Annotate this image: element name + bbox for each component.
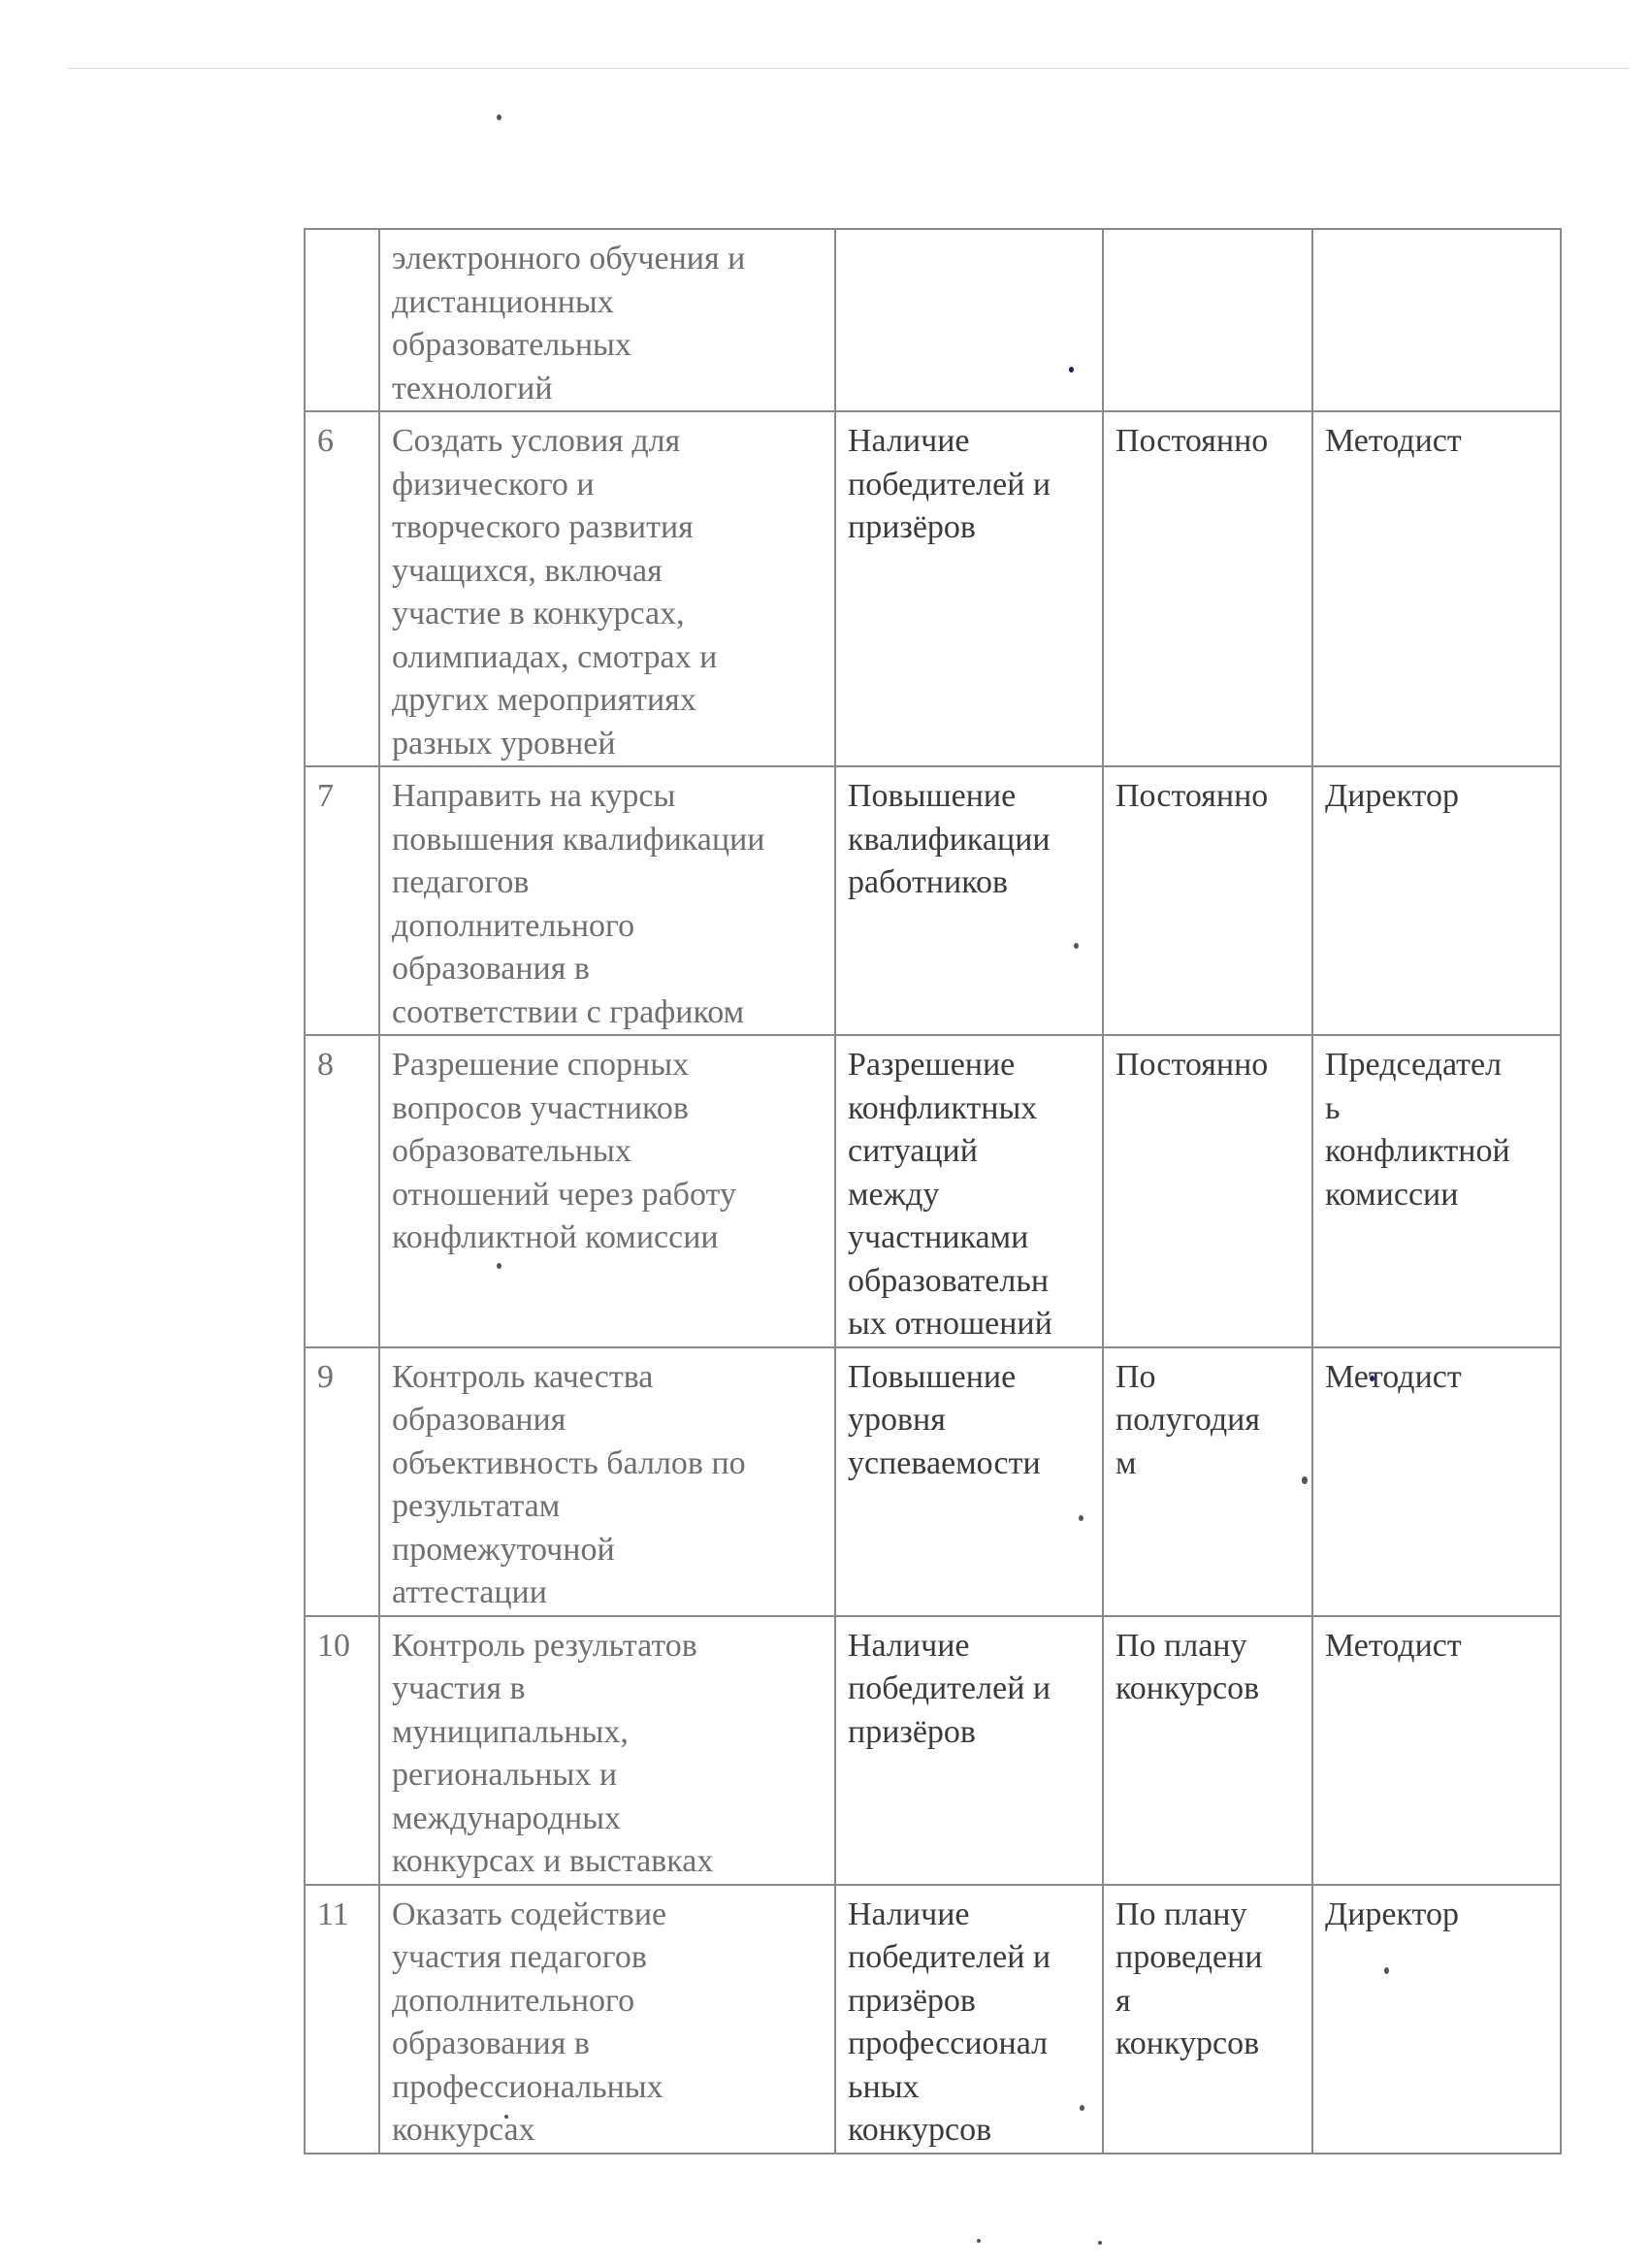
row-number: 7	[305, 766, 379, 1035]
responsible-cell	[1312, 229, 1561, 411]
row-number: 11	[305, 1885, 379, 2154]
table-row	[305, 411, 1561, 766]
row-number: 8	[305, 1035, 379, 1347]
deadline-cell: По полугодия м	[1103, 1347, 1312, 1616]
deadline-cell: По плану проведени я конкурсов	[1103, 1885, 1312, 2154]
responsible-cell: Методист	[1312, 1616, 1561, 1885]
expected-result-cell: Повышение уровня успеваемости	[835, 1347, 1103, 1616]
scan-speck	[977, 2239, 981, 2243]
deadline-cell	[1103, 229, 1312, 411]
measure-cell: Оказать содействие участия педагогов дополнительного образования в профессиональных конкурсах	[379, 1885, 835, 2154]
row-number: 6	[305, 411, 379, 766]
table-row	[305, 1347, 1561, 1616]
responsible-cell: Методист	[1312, 411, 1561, 766]
table-row	[305, 1885, 1561, 2154]
row-number	[305, 229, 379, 411]
deadline-cell: Постоянно	[1103, 1035, 1312, 1347]
row-number: 9	[305, 1347, 379, 1616]
expected-result-cell: Наличие победителей и призёров	[835, 411, 1103, 766]
deadline-cell: По плану конкурсов	[1103, 1616, 1312, 1885]
measure-cell: Создать условия для физического и творческого развития учащихся, включая участие в конкурсах, олимпиадах, смотрах и других мероприятиях разных уровней	[379, 411, 835, 766]
row-number: 10	[305, 1616, 379, 1885]
responsible-cell: Директор	[1312, 766, 1561, 1035]
table-row	[305, 229, 1561, 411]
table-row	[305, 1035, 1561, 1347]
expected-result-cell: Разрешение конфликтных ситуаций между участниками образовательн ых отношений	[835, 1035, 1103, 1347]
measure-cell: Контроль результатов участия в муниципальных, региональных и международных конкурсах и выставках	[379, 1616, 835, 1885]
expected-result-cell: Повышение квалификации работников	[835, 766, 1103, 1035]
scan-speck	[1098, 2241, 1102, 2245]
page-top-rule	[68, 68, 1630, 69]
responsible-cell: Директор	[1312, 1885, 1561, 2154]
deadline-cell: Постоянно	[1103, 411, 1312, 766]
expected-result-cell: Наличие победителей и призёров	[835, 1616, 1103, 1885]
scan-speck	[497, 114, 501, 120]
measures-table	[304, 228, 1562, 2155]
responsible-cell: Методист	[1312, 1347, 1561, 1616]
measure-cell: электронного обучения и дистанционных образовательных технологий	[379, 229, 835, 411]
measure-cell: Направить на курсы повышения квалификации педагогов дополнительного образования в соответствии с графиком	[379, 766, 835, 1035]
responsible-cell: Председател ь конфликтной комиссии	[1312, 1035, 1561, 1347]
expected-result-cell: Наличие победителей и призёров профессионал ьных конкурсов	[835, 1885, 1103, 2154]
measure-cell: Контроль качества образования объективность баллов по результатам промежуточной аттестации	[379, 1347, 835, 1616]
measure-cell: Разрешение спорных вопросов участников образовательных отношений через работу конфликтной комиссии	[379, 1035, 835, 1347]
table-row	[305, 1616, 1561, 1885]
deadline-cell: Постоянно	[1103, 766, 1312, 1035]
table-row	[305, 766, 1561, 1035]
expected-result-cell	[835, 229, 1103, 411]
